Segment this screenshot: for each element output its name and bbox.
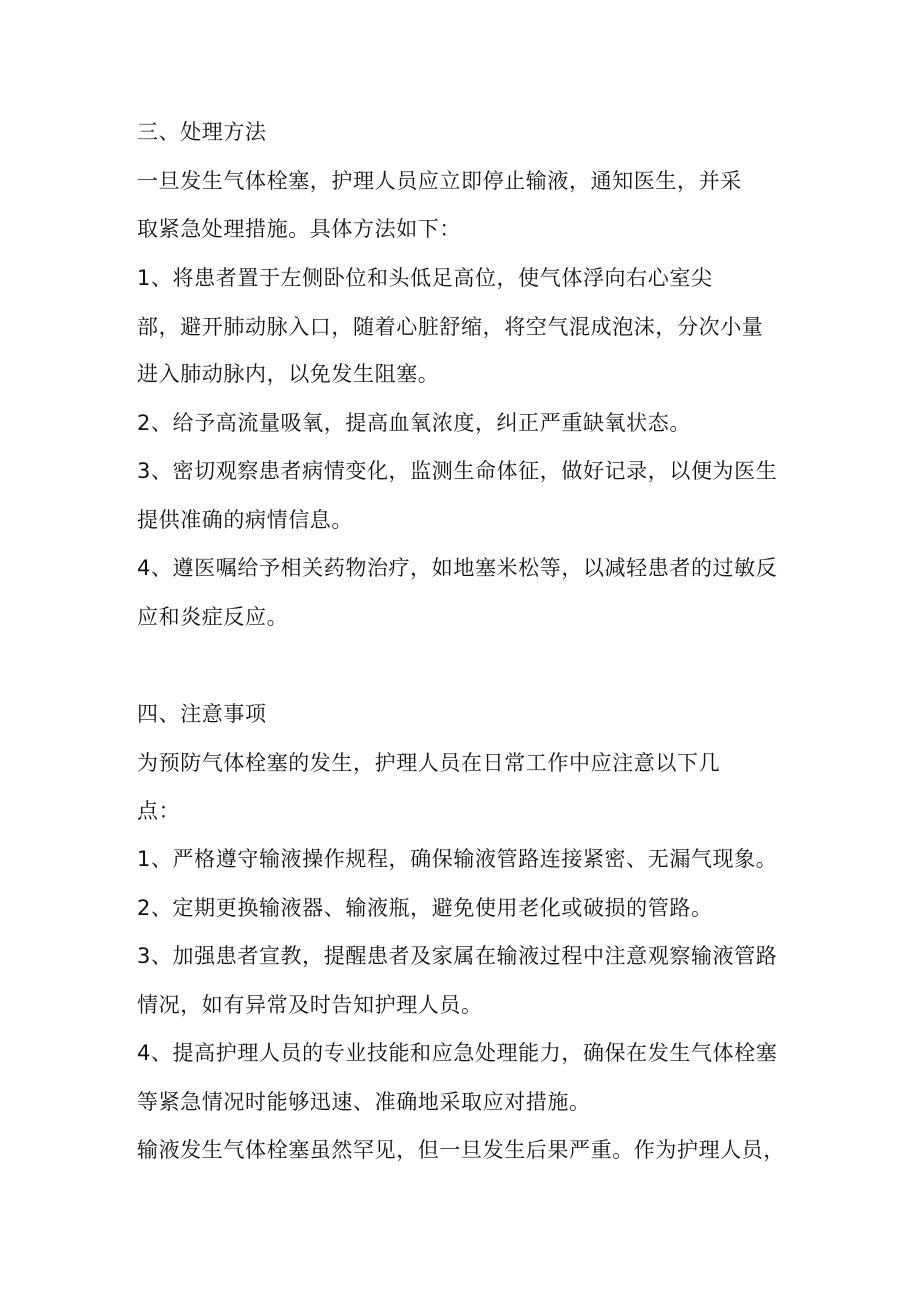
section-3-item-2-line-1: 2、给予高流量吸氧，提高血氧浓度，纠正严重缺氧状态。 — [137, 411, 691, 435]
section-3-item-3-line-2: 提供准确的病情信息。 — [137, 508, 353, 532]
section-4-item-2-line-1: 2、定期更换输液器、输液瓶，避免使用老化或破损的管路。 — [137, 896, 713, 920]
section-3-item-1-line-3: 进入肺动脉内，以免发生阻塞。 — [137, 362, 440, 386]
section-3-item-4-line-1: 4、遵医嘱给予相关药物治疗，如地塞米松等，以减轻患者的过敏反 — [137, 556, 778, 580]
section-3-intro-line-1: 一旦发生气体栓塞，护理人员应立即停止输液，通知医生，并采 — [137, 169, 742, 193]
section-3-heading: 三、处理方法 — [137, 120, 267, 144]
section-3-intro-line-2: 取紧急处理措施。具体方法如下： — [137, 217, 461, 241]
section-4-item-4-line-2: 等紧急情况时能够迅速、准确地采取应对措施。 — [137, 1090, 591, 1114]
section-3-item-3-line-1: 3、密切观察患者病情变化，监测生命体征，做好记录，以便为医生 — [137, 459, 778, 483]
section-4-item-3-line-1: 3、加强患者宣教，提醒患者及家属在输液过程中注意观察输液管路 — [137, 944, 778, 968]
section-4-intro-line-1: 为预防气体栓塞的发生，护理人员在日常工作中应注意以下几 — [137, 751, 721, 775]
section-4-intro-line-2: 点： — [137, 799, 181, 823]
section-3-item-1-line-2: 部，避开肺动脉入口，随着心脏舒缩，将空气混成泡沫，分次小量 — [137, 315, 764, 339]
section-4-heading: 四、注意事项 — [137, 702, 267, 726]
section-3-item-4-line-2: 应和炎症反应。 — [137, 605, 289, 629]
closing-line-1: 输液发生气体栓塞虽然罕见，但一旦发生后果严重。作为护理人员， — [137, 1138, 785, 1162]
section-4-item-4-line-1: 4、提高护理人员的专业技能和应急处理能力，确保在发生气体栓塞 — [137, 1041, 778, 1065]
section-4-item-1-line-1: 1、严格遵守输液操作规程，确保输液管路连接紧密、无漏气现象。 — [137, 847, 778, 871]
section-4-item-3-line-2: 情况，如有异常及时告知护理人员。 — [137, 993, 483, 1017]
section-3-item-1-line-1: 1、将患者置于左侧卧位和头低足高位，使气体浮向右心室尖 — [137, 266, 713, 290]
